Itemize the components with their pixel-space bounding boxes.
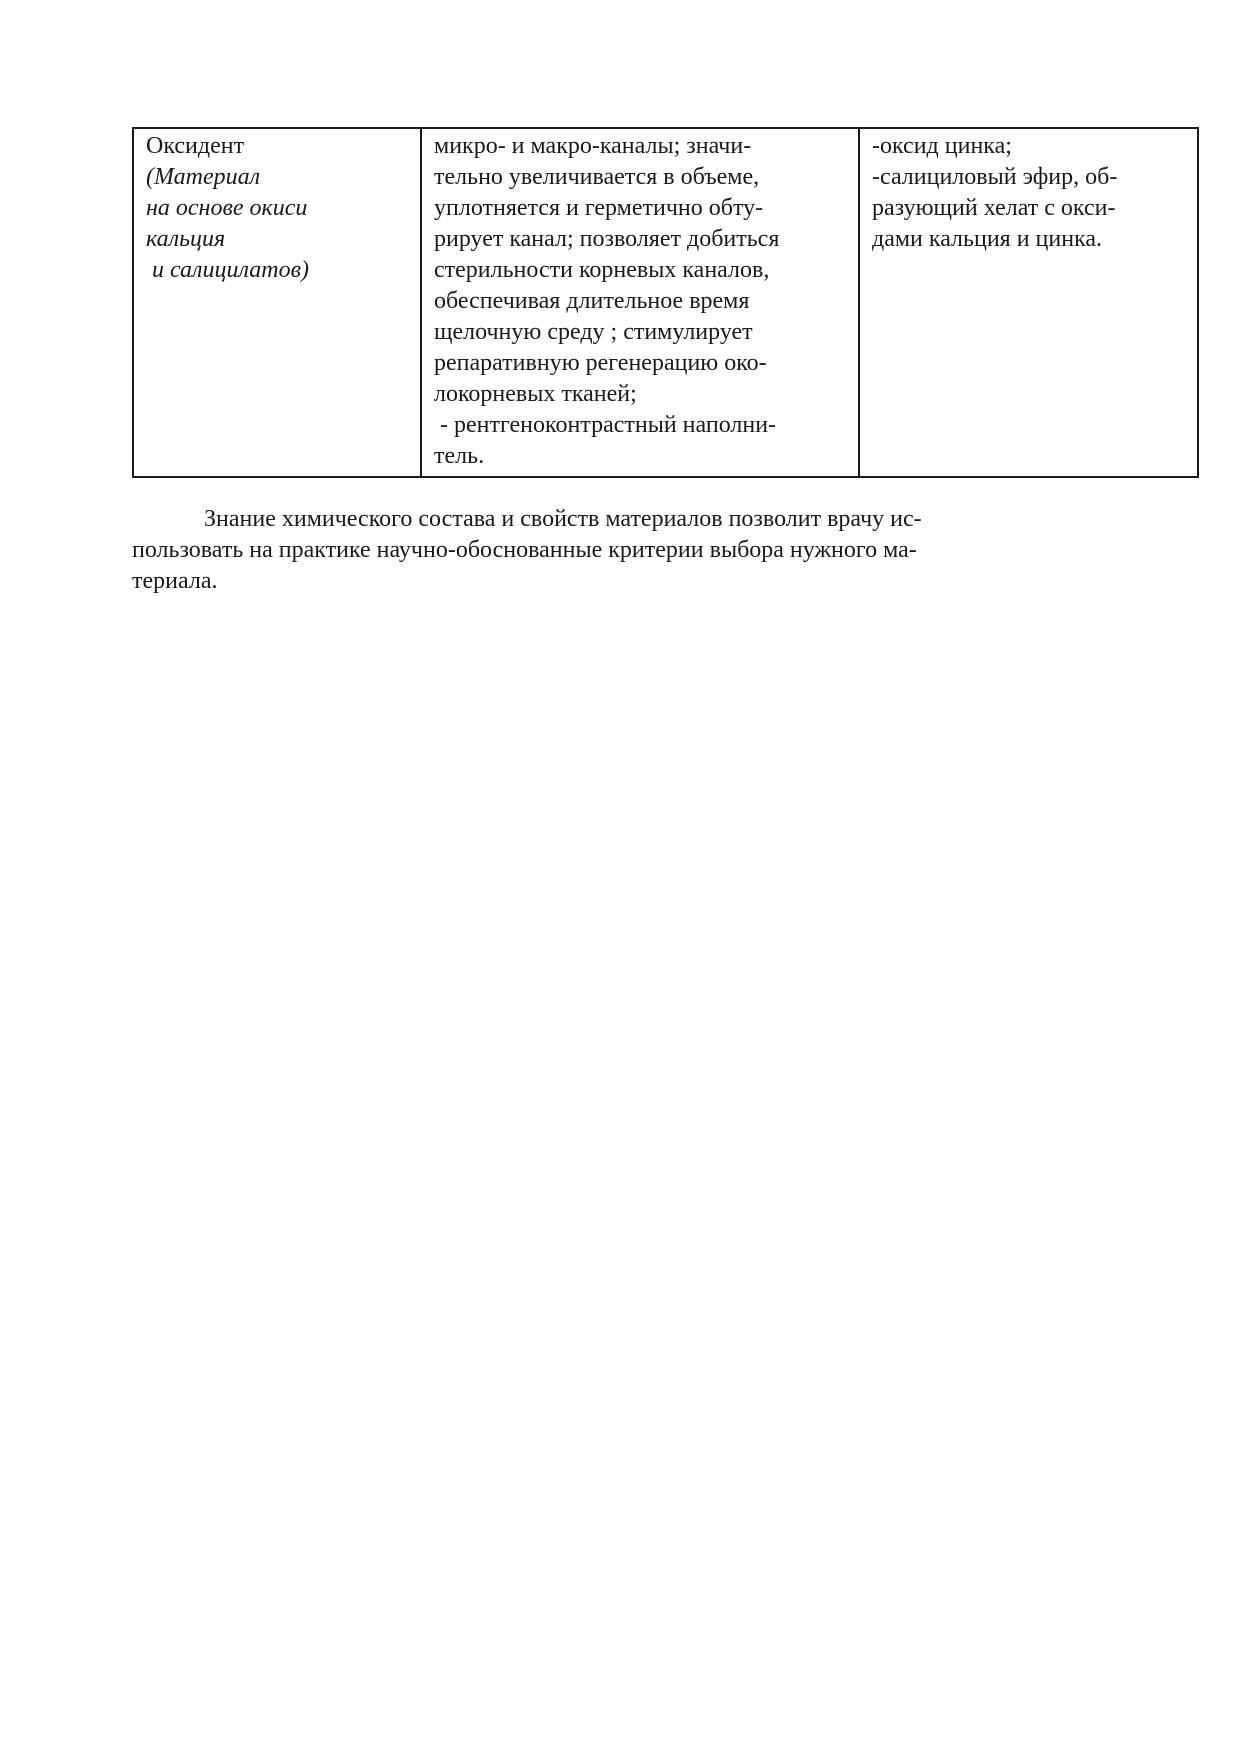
composition-line: дами кальция и цинка. [872, 226, 1103, 252]
materials-table [132, 127, 1199, 478]
material-name-cell [133, 128, 421, 477]
properties-line: тельно увеличивается в объеме, [434, 164, 760, 190]
composition-line: разующий хелат с окси- [872, 195, 1116, 221]
properties-line: тель. [434, 443, 485, 469]
material-subtitle-line: кальция [146, 226, 226, 252]
material-subtitle-line: и салицилатов) [146, 257, 309, 283]
conclusion-paragraph [132, 504, 1082, 597]
material-composition-cell [859, 128, 1198, 477]
material-subtitle-line: на основе окиси [146, 195, 308, 221]
properties-line: - рентгеноконтрастный наполни- [434, 412, 777, 438]
properties-line: рирует канал; позволяет добиться [434, 226, 780, 252]
properties-line: стерильности корневых каналов, [434, 257, 770, 283]
properties-line: микро- и макро-каналы; значи- [434, 133, 752, 159]
material-subtitle-line: (Материал [146, 164, 261, 190]
properties-line: уплотняется и герметично обту- [434, 195, 764, 221]
properties-line: обеспечивая длительное время [434, 288, 750, 314]
properties-line: локорневых тканей; [434, 381, 637, 407]
paragraph-line: пользовать на практике научно-обоснованные критерии выбора нужного ма- [132, 537, 917, 563]
composition-line: -салициловый эфир, об- [872, 164, 1118, 190]
material-title: Оксидент [146, 133, 245, 159]
paragraph-line: Знание химического состава и свойств материалов позволит врачу ис- [204, 506, 922, 532]
table-row [133, 128, 1198, 477]
composition-line: -оксид цинка; [872, 133, 1012, 159]
paragraph-line: териала. [132, 568, 218, 594]
material-properties-cell [421, 128, 859, 477]
properties-line: репаративную регенерацию око- [434, 350, 767, 376]
properties-line: щелочную среду ; стимулирует [434, 319, 753, 345]
